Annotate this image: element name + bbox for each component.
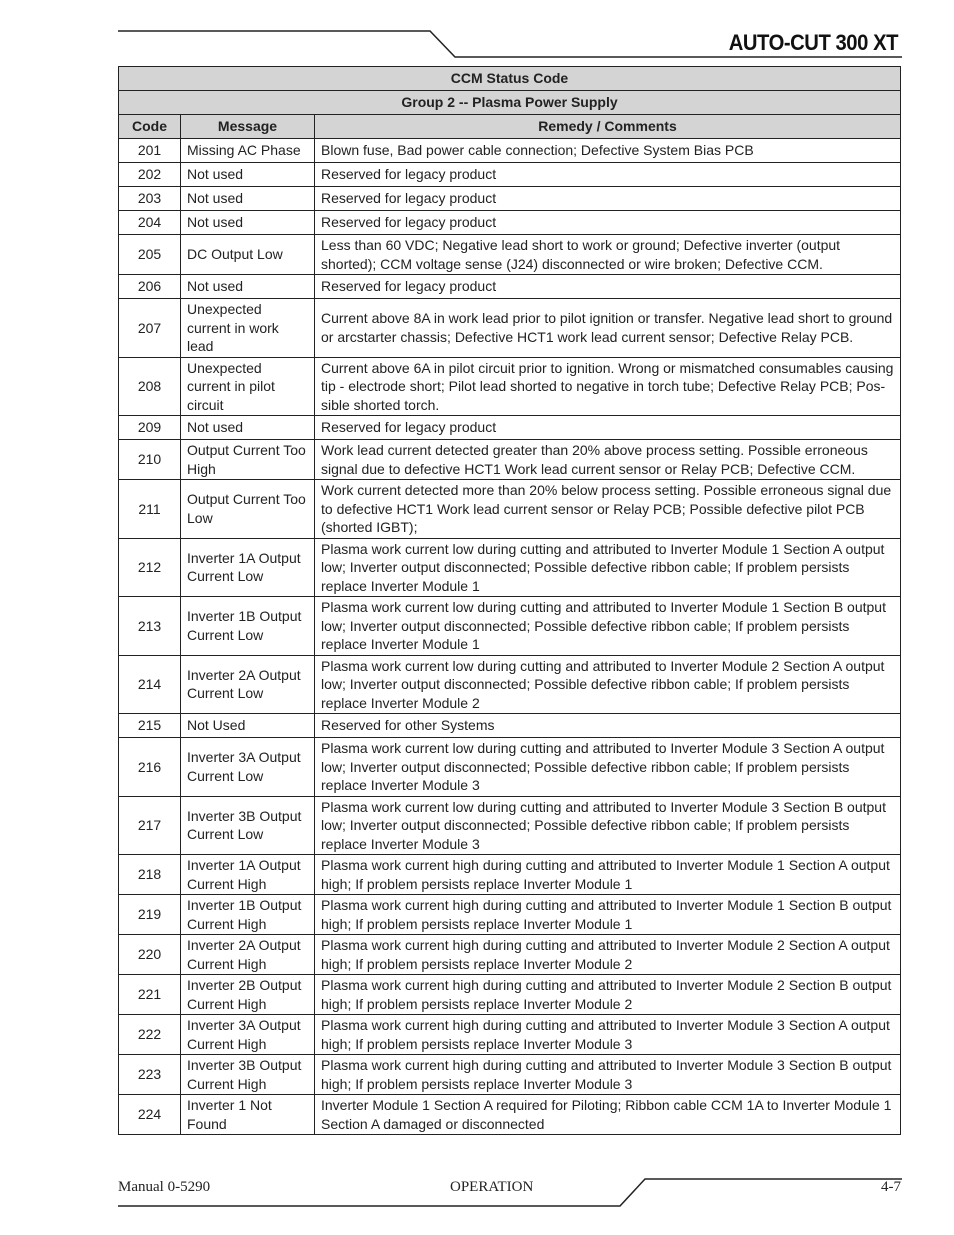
- table-row: [119, 796, 901, 855]
- code-cell: 216: [119, 738, 181, 797]
- message-cell: Inverter 3A Output Current High: [181, 1015, 315, 1055]
- message-cell: Not used: [181, 211, 315, 235]
- table-row: [119, 538, 901, 597]
- remedy-cell: Current above 8A in work lead prior to pilot ignition or transfer. Negative lead short to ground or arcstarter chassis; Defective HCT1 work lead current sensor; Defective Relay PCB.: [315, 299, 901, 358]
- message-cell: Inverter 1A Output Current Low: [181, 538, 315, 597]
- column-header-code: Code: [119, 115, 181, 139]
- message-cell: Inverter 3B Output Current Low: [181, 796, 315, 855]
- message-cell: Inverter 2B Output Current High: [181, 975, 315, 1015]
- table-row: [119, 235, 901, 275]
- table-row: [119, 357, 901, 416]
- message-cell: Inverter 2A Output Current Low: [181, 655, 315, 714]
- table-row: [119, 275, 901, 299]
- code-cell: 224: [119, 1095, 181, 1135]
- code-cell: 218: [119, 855, 181, 895]
- remedy-cell: Plasma work current low during cutting and attributed to Inverter Module 3 Section B output low; Inverter output disconnected; Possible defective ribbon cable; If problem persists replace Inverter Module 3: [315, 796, 901, 855]
- message-cell: Not used: [181, 275, 315, 299]
- message-cell: Not used: [181, 163, 315, 187]
- code-cell: 215: [119, 714, 181, 738]
- table-group-title: Group 2 -- Plasma Power Supply: [119, 91, 901, 115]
- table-row: [119, 416, 901, 440]
- message-cell: Inverter 2A Output Current High: [181, 935, 315, 975]
- code-cell: 219: [119, 895, 181, 935]
- remedy-cell: Work current detected more than 20% below process setting. Possible erroneous signal due to defective HCT1 Work lead current sensor or Relay PCB; Possible defective pilot PCB (shorted IGBT);: [315, 480, 901, 539]
- code-cell: 221: [119, 975, 181, 1015]
- message-cell: Inverter 3B Output Current High: [181, 1055, 315, 1095]
- code-cell: 206: [119, 275, 181, 299]
- table-row: [119, 738, 901, 797]
- code-cell: 223: [119, 1055, 181, 1095]
- table-row: [119, 1095, 901, 1135]
- remedy-cell: Plasma work current low during cutting and attributed to Inverter Module 3 Section A output low; Inverter output disconnected; Possible defective ribbon cable; If problem persists replace Inverter Module 3: [315, 738, 901, 797]
- message-cell: Output Current Too High: [181, 440, 315, 480]
- section-name: OPERATION: [450, 1179, 534, 1195]
- message-cell: Unexpected current in pilot circuit: [181, 357, 315, 416]
- ccm-status-table: [118, 66, 901, 1135]
- table-row: [119, 935, 901, 975]
- remedy-cell: Plasma work current high during cutting and attributed to Inverter Module 3 Section A output high; If problem persists replace Inverter Module 3: [315, 1015, 901, 1055]
- message-cell: Unexpected current in work lead: [181, 299, 315, 358]
- column-header-remedy: Remedy / Comments: [315, 115, 901, 139]
- table-row: [119, 299, 901, 358]
- table-row: [119, 855, 901, 895]
- code-cell: 214: [119, 655, 181, 714]
- message-cell: Not used: [181, 187, 315, 211]
- code-cell: 208: [119, 357, 181, 416]
- table-row: [119, 975, 901, 1015]
- remedy-cell: Inverter Module 1 Section A required for Piloting; Ribbon cable CCM 1A to Inverter Module 1 Section A damaged or disconnected: [315, 1095, 901, 1135]
- code-cell: 205: [119, 235, 181, 275]
- message-cell: Not Used: [181, 714, 315, 738]
- table-row: [119, 1055, 901, 1095]
- message-cell: Not used: [181, 416, 315, 440]
- manual-number: Manual 0-5290: [118, 1179, 211, 1195]
- table-row: [119, 714, 901, 738]
- remedy-cell: Plasma work current high during cutting and attributed to Inverter Module 2 Section A output high; If problem persists replace Inverter Module 2: [315, 935, 901, 975]
- table-row: [119, 480, 901, 539]
- message-cell: Inverter 1B Output Current Low: [181, 597, 315, 656]
- code-cell: 217: [119, 796, 181, 855]
- page-number: 4-7: [881, 1179, 901, 1195]
- table-row: [119, 139, 901, 163]
- message-cell: Inverter 1 Not Found: [181, 1095, 315, 1135]
- code-cell: 220: [119, 935, 181, 975]
- message-cell: Inverter 1B Output Current High: [181, 895, 315, 935]
- code-cell: 204: [119, 211, 181, 235]
- code-cell: 209: [119, 416, 181, 440]
- remedy-cell: Reserved for legacy product: [315, 163, 901, 187]
- code-cell: 211: [119, 480, 181, 539]
- table-row: [119, 1015, 901, 1055]
- remedy-cell: Plasma work current low during cutting and attributed to Inverter Module 1 Section A output low; Inverter output disconnected; Possible defective ribbon cable; If problem persists replace Inverter Module 1: [315, 538, 901, 597]
- remedy-cell: Blown fuse, Bad power cable connection; Defective System Bias PCB: [315, 139, 901, 163]
- code-cell: 212: [119, 538, 181, 597]
- table-row: [119, 211, 901, 235]
- product-title: AUTO-CUT 300 XT: [728, 30, 898, 55]
- remedy-cell: Reserved for legacy product: [315, 416, 901, 440]
- message-cell: Inverter 1A Output Current High: [181, 855, 315, 895]
- table-row: [119, 163, 901, 187]
- remedy-cell: Plasma work current high during cutting and attributed to Inverter Module 2 Section B output high; If problem persists replace Inverter Module 2: [315, 975, 901, 1015]
- remedy-cell: Reserved for legacy product: [315, 275, 901, 299]
- code-cell: 203: [119, 187, 181, 211]
- remedy-cell: Reserved for legacy product: [315, 211, 901, 235]
- code-cell: 207: [119, 299, 181, 358]
- table-title: CCM Status Code: [119, 67, 901, 91]
- table-row: [119, 440, 901, 480]
- code-cell: 210: [119, 440, 181, 480]
- message-cell: DC Output Low: [181, 235, 315, 275]
- message-cell: Inverter 3A Output Current Low: [181, 738, 315, 797]
- code-cell: 202: [119, 163, 181, 187]
- message-cell: Output Current Too Low: [181, 480, 315, 539]
- remedy-cell: Reserved for other Systems: [315, 714, 901, 738]
- table-row: [119, 895, 901, 935]
- table-row: [119, 187, 901, 211]
- remedy-cell: Reserved for legacy product: [315, 187, 901, 211]
- remedy-cell: Plasma work current low during cutting and attributed to Inverter Module 1 Section B output low; Inverter output disconnected; Possible defective ribbon cable; If problem persists replace Inverter Module 1: [315, 597, 901, 656]
- table-row: [119, 597, 901, 656]
- code-cell: 222: [119, 1015, 181, 1055]
- remedy-cell: Work lead current detected greater than 20% above process setting. Possible erroneous signal due to defective HCT1 Work lead current sensor or Relay PCB; Defective CCM.: [315, 440, 901, 480]
- remedy-cell: Plasma work current low during cutting and attributed to Inverter Module 2 Section A output low; Inverter output disconnected; Possible defective ribbon cable; If problem persists replace Inverter Module 2: [315, 655, 901, 714]
- remedy-cell: Plasma work current high during cutting and attributed to Inverter Module 1 Section A output high; If problem persists replace Inverter Module 1: [315, 855, 901, 895]
- code-cell: 213: [119, 597, 181, 656]
- remedy-cell: Plasma work current high during cutting and attributed to Inverter Module 1 Section B output high; If problem persists replace Inverter Module 1: [315, 895, 901, 935]
- message-cell: Missing AC Phase: [181, 139, 315, 163]
- remedy-cell: Current above 6A in pilot circuit prior to ignition. Wrong or mismatched consumables causing tip - electrode short; Pilot lead shorted to negative in torch tube; Defective Relay PCB; Pos-sible shorted torch.: [315, 357, 901, 416]
- remedy-cell: Plasma work current high during cutting and attributed to Inverter Module 3 Section B output high; If problem persists replace Inverter Module 3: [315, 1055, 901, 1095]
- code-cell: 201: [119, 139, 181, 163]
- table-row: [119, 655, 901, 714]
- remedy-cell: Less than 60 VDC; Negative lead short to work or ground; Defective inverter (output shorted); CCM voltage sense (J24) disconnected or wire broken; Defective CCM.: [315, 235, 901, 275]
- column-header-message: Message: [181, 115, 315, 139]
